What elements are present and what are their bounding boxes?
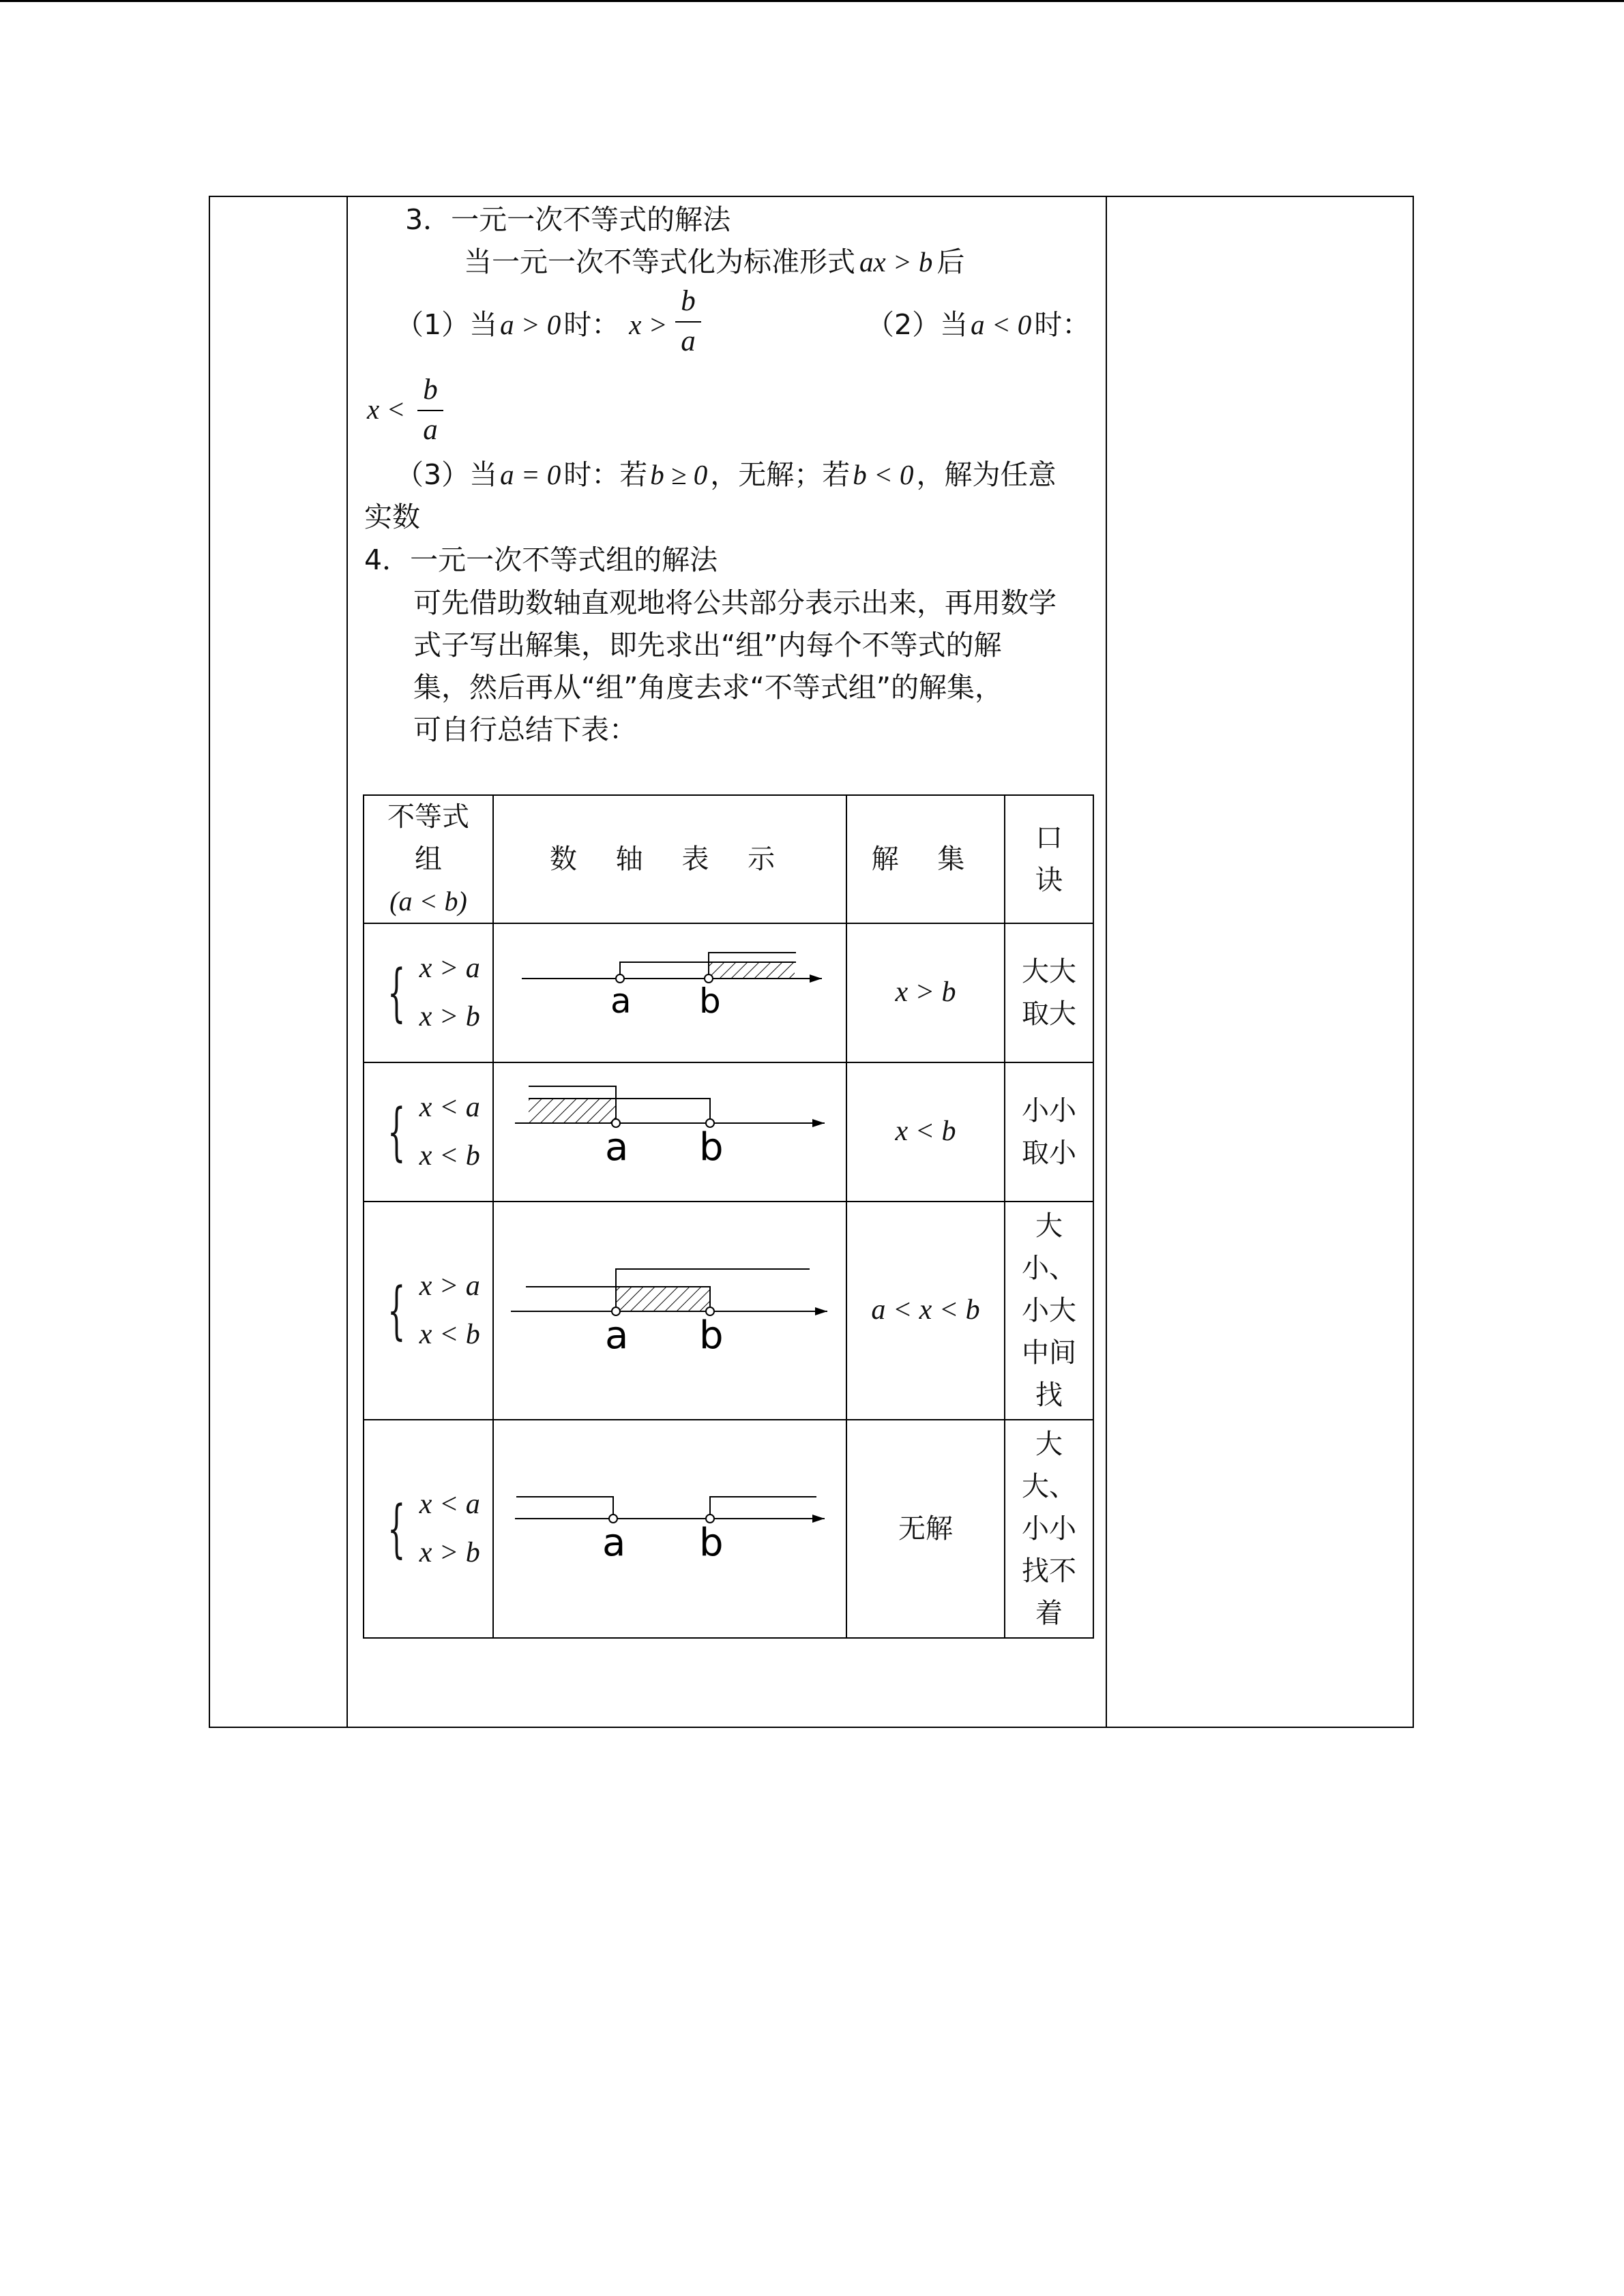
table-row bbox=[364, 923, 1093, 1062]
system-cell: { x < a x > b bbox=[364, 1420, 493, 1638]
section4-paragraph-line-3: 集，然后再从“组”角度去求“不等式组”的解集， bbox=[413, 671, 1003, 704]
point-label-b: b bbox=[699, 981, 721, 1021]
brace-icon: { bbox=[387, 956, 406, 1029]
arrow-icon bbox=[815, 1307, 827, 1315]
solution-cell: x < b bbox=[846, 1062, 1005, 1202]
case1-text: （1）当a > 0时： x > bbox=[396, 308, 668, 341]
table-row bbox=[364, 1062, 1093, 1202]
brace-icon: { bbox=[387, 1095, 406, 1168]
point-label-a: a bbox=[605, 1313, 629, 1358]
system-cell: { x < a x < b bbox=[364, 1062, 493, 1202]
case3-tail: 实数 bbox=[364, 501, 420, 533]
number-line-diagram bbox=[496, 1420, 844, 1625]
section4-heading: 4．一元一次不等式组的解法 bbox=[364, 543, 718, 576]
table-header-row bbox=[364, 795, 1093, 923]
section4-paragraph-line-4: 可自行总结下表： bbox=[413, 713, 637, 746]
solution-cell: x > b bbox=[846, 923, 1005, 1062]
bracket-a bbox=[516, 1497, 613, 1519]
section4-paragraph-line-2: 式子写出解集，即先求出“组”内每个不等式的解 bbox=[413, 629, 1002, 661]
shaded-region bbox=[616, 1287, 710, 1311]
column-divider-left bbox=[346, 196, 348, 1728]
mnemonic-cell: 小小 取小 bbox=[1005, 1062, 1093, 1202]
number-line-diagram bbox=[496, 1063, 844, 1189]
section4-paragraph-line-1: 可先借助数轴直观地将公共部分表示出来，再用数学 bbox=[413, 586, 1057, 619]
table-row bbox=[364, 1420, 1093, 1638]
page-top-border bbox=[0, 0, 1624, 2]
shaded-region bbox=[529, 1099, 616, 1123]
number-line-cell bbox=[493, 1420, 846, 1638]
solution-cell: 无解 bbox=[846, 1420, 1005, 1638]
section3-intro: 当一元一次不等式化为标准形式 ax > b 后 bbox=[464, 245, 965, 278]
shaded-region bbox=[709, 962, 795, 979]
mnemonic-cell: 大 小、 小大 中间 找 bbox=[1005, 1202, 1093, 1420]
point-label-b: b bbox=[699, 1125, 724, 1169]
bracket-b bbox=[710, 1497, 816, 1519]
point-label-b: b bbox=[699, 1313, 724, 1358]
point-label-a: a bbox=[605, 1125, 629, 1169]
case2-lhs: x < bbox=[367, 393, 406, 425]
number-line-cell bbox=[493, 1062, 846, 1202]
point-label-a: a bbox=[602, 1521, 626, 1565]
header-solution: 解 集 bbox=[846, 795, 1005, 923]
system-cell: { x > a x < b bbox=[364, 1202, 493, 1420]
point-label-a: a bbox=[610, 981, 632, 1021]
case3-text: （3）当a = 0时：若b ≥ 0，无解；若b < 0，解为任意 bbox=[396, 458, 1057, 491]
arrow-icon bbox=[812, 1515, 825, 1523]
solution-cell: a < x < b bbox=[846, 1202, 1005, 1420]
header-system: 不等式 组 (a < b) bbox=[364, 795, 493, 923]
brace-icon: { bbox=[387, 1492, 406, 1565]
mnemonic-cell: 大 大、 小小 找不 着 bbox=[1005, 1420, 1093, 1638]
number-line-cell bbox=[493, 1202, 846, 1420]
header-mnemonic: 口 诀 bbox=[1005, 795, 1093, 923]
case1-fraction: b a bbox=[675, 286, 701, 356]
column-divider-right bbox=[1106, 196, 1107, 1728]
case2-text: （2）当a < 0时： bbox=[866, 308, 1091, 341]
system-cell: { x > a x > b bbox=[364, 923, 493, 1062]
brace-icon: { bbox=[387, 1274, 406, 1347]
section3-heading: 3．一元一次不等式的解法 bbox=[405, 203, 731, 236]
point-label-b: b bbox=[699, 1521, 724, 1565]
number-line-cell bbox=[493, 923, 846, 1062]
number-line-diagram bbox=[496, 924, 844, 1049]
header-number-line: 数 轴 表 示 bbox=[493, 795, 846, 923]
table-row bbox=[364, 1202, 1093, 1420]
arrow-icon bbox=[812, 1119, 825, 1127]
number-line-diagram bbox=[496, 1202, 844, 1407]
inequality-system-table bbox=[363, 794, 1094, 1639]
case2-fraction: b a bbox=[417, 375, 443, 445]
arrow-icon bbox=[810, 974, 822, 983]
mnemonic-cell: 大大 取大 bbox=[1005, 923, 1093, 1062]
